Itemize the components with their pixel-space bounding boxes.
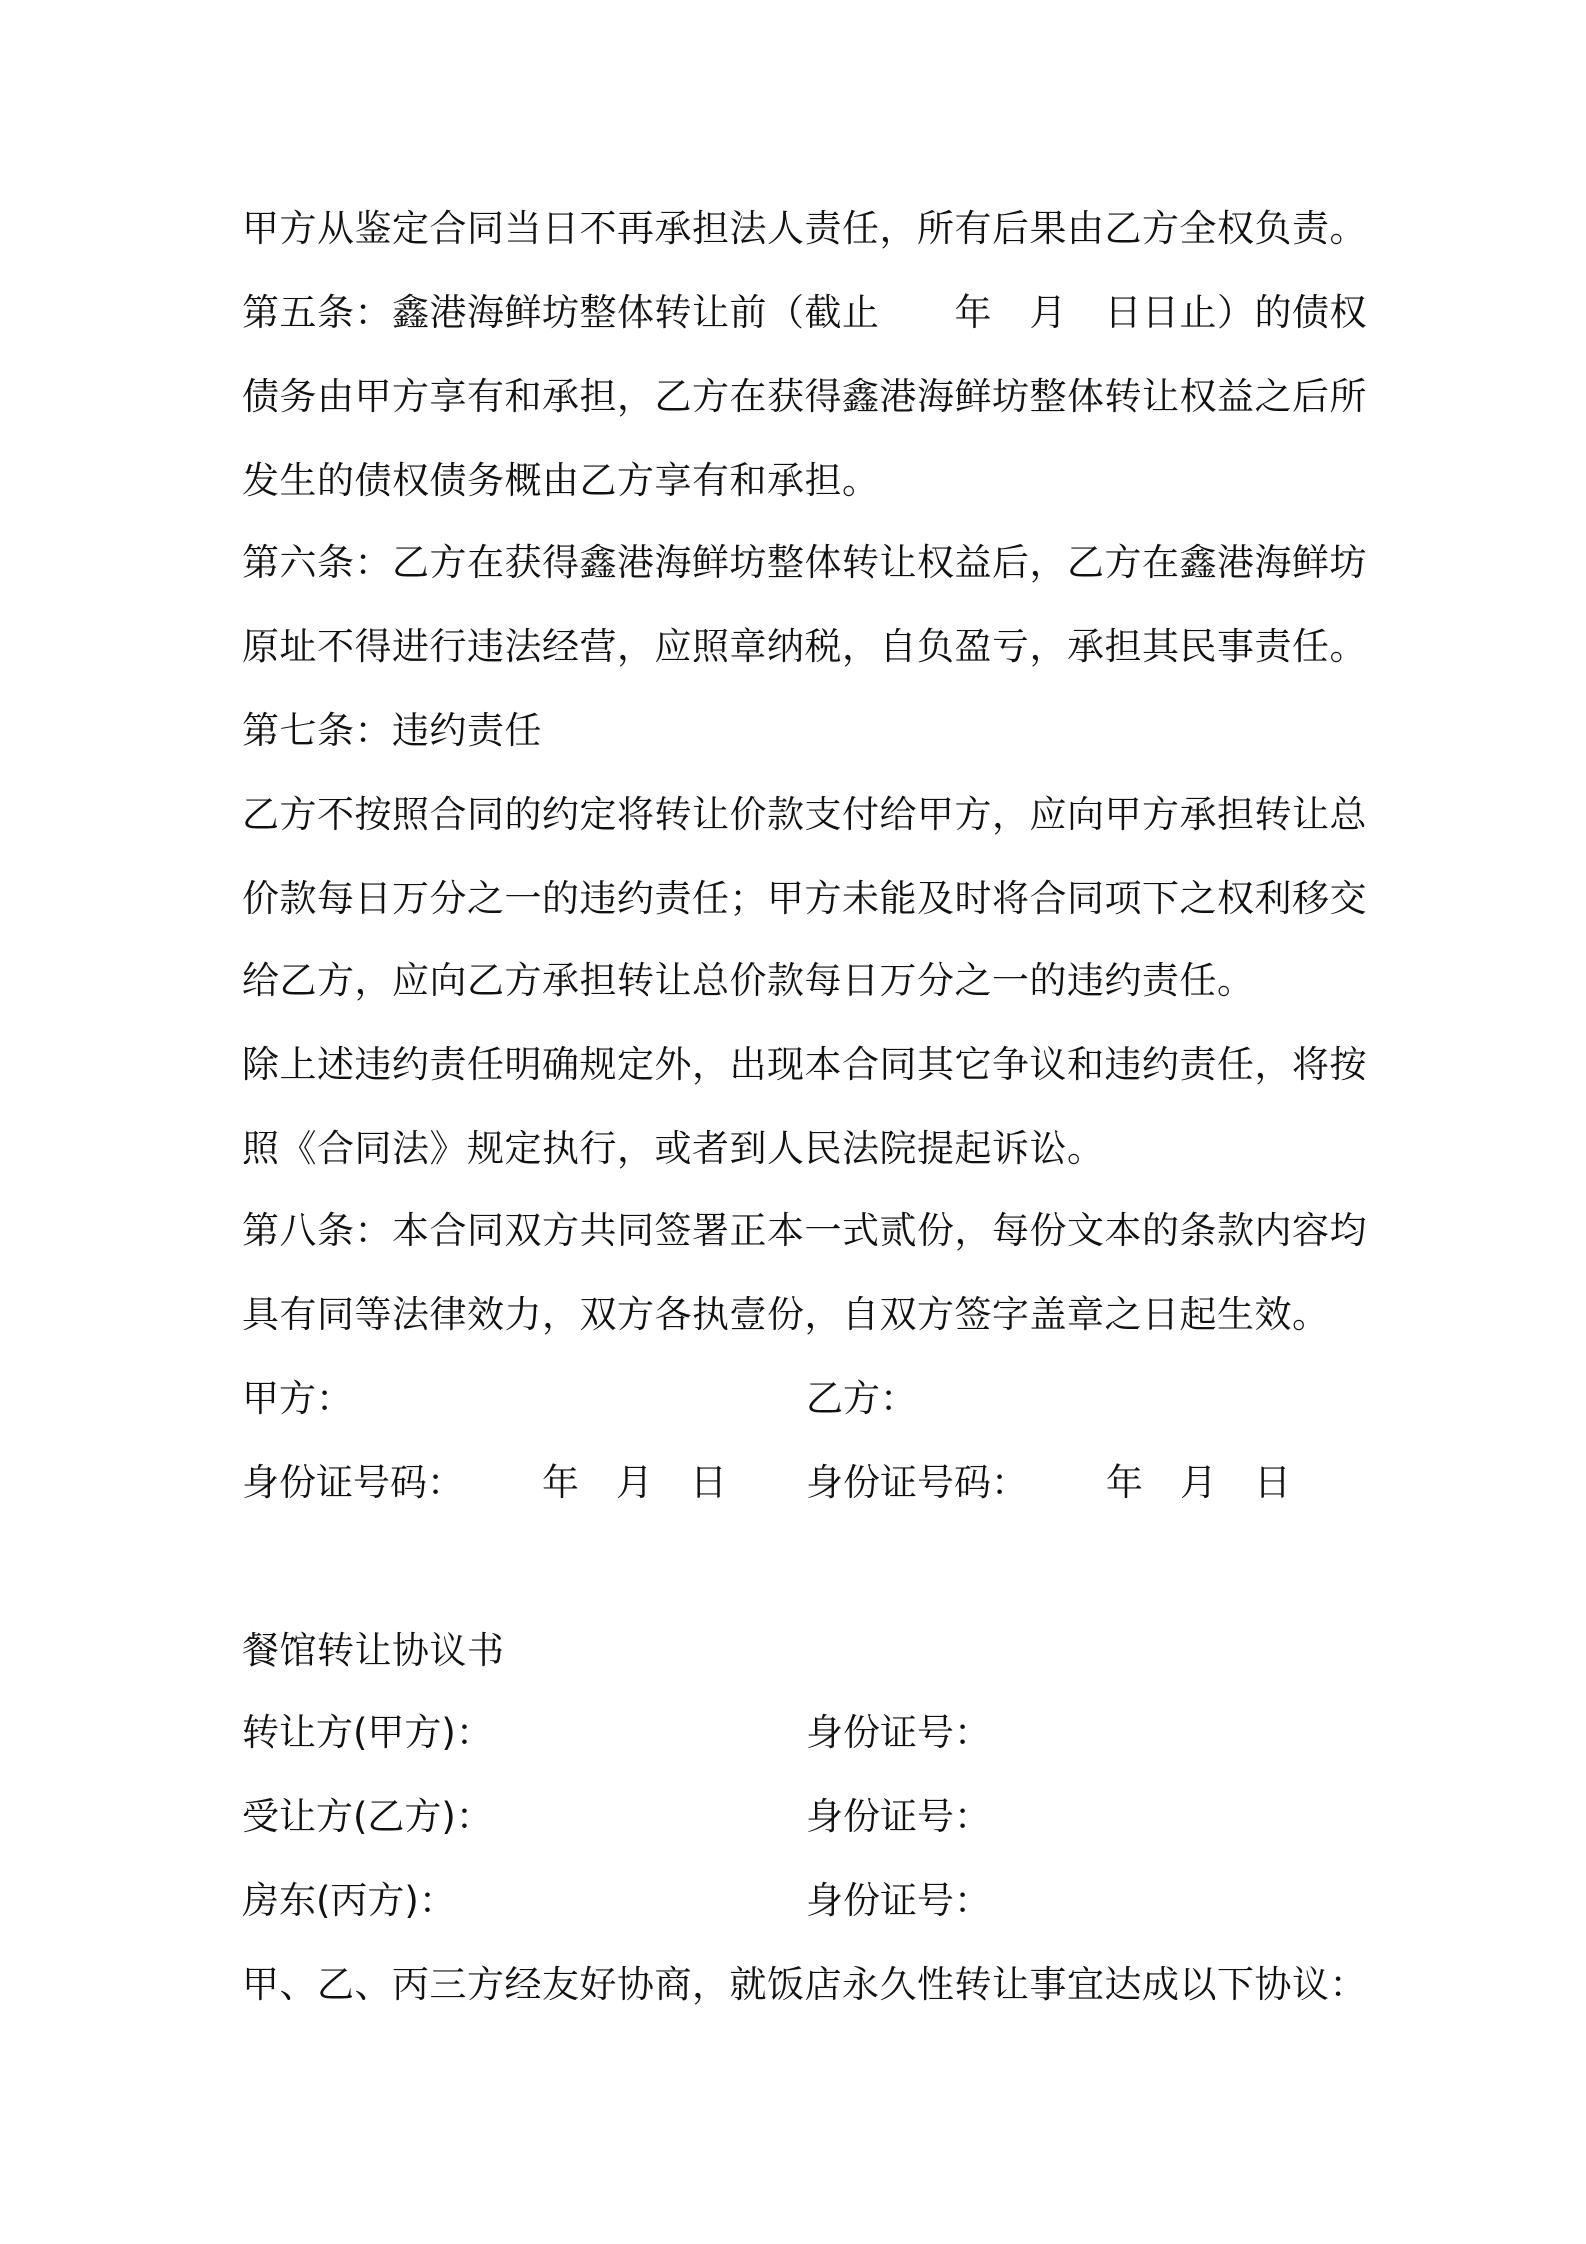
paragraph-line: 乙方不按照合同的约定将转让价款支付给甲方，应向甲方承担转让总 <box>242 793 1367 836</box>
paragraph-line: 第六条：乙方在获得鑫港海鲜坊整体转让权益后，乙方在鑫港海鲜坊 <box>242 541 1367 584</box>
party-a-label: 甲方： <box>242 1377 353 1420</box>
id-number-label-b: 身份证号码： <box>806 1461 1028 1504</box>
transferee-id-label: 身份证号： <box>806 1795 991 1838</box>
paragraph-line: 发生的债权债务概由乙方享有和承担。 <box>242 459 880 502</box>
signing-date-b: 年 月 日 <box>1106 1461 1291 1504</box>
paragraph-line: 债务由甲方享有和承担，乙方在获得鑫港海鲜坊整体转让权益之后所 <box>242 375 1367 418</box>
transferor-id-label: 身份证号： <box>806 1711 991 1754</box>
agreement-title: 餐馆转让协议书 <box>242 1629 505 1672</box>
paragraph-line: 原址不得进行违法经营，应照章纳税，自负盈亏，承担其民事责任。 <box>242 625 1367 668</box>
paragraph-line: 价款每日万分之一的违约责任；甲方未能及时将合同项下之权利移交 <box>242 877 1367 920</box>
paragraph-line: 第八条：本合同双方共同签署正本一式贰份，每份文本的条款内容均 <box>242 1209 1367 1252</box>
paragraph-line: 除上述违约责任明确规定外，出现本合同其它争议和违约责任，将按 <box>242 1043 1367 1086</box>
transferor-label: 转让方(甲方)： <box>242 1711 493 1754</box>
paragraph-line: 照《合同法》规定执行，或者到人民法院提起诉讼。 <box>242 1127 1105 1170</box>
signing-date-a: 年 月 日 <box>542 1461 727 1504</box>
party-b-label: 乙方： <box>806 1377 917 1420</box>
paragraph-line: 给乙方，应向乙方承担转让总价款每日万分之一的违约责任。 <box>242 959 1255 1002</box>
transferee-label: 受让方(乙方)： <box>242 1795 493 1838</box>
agreement-intro: 甲、乙、丙三方经友好协商，就饭店永久性转让事宜达成以下协议： <box>242 1963 1367 2006</box>
landlord-id-label: 身份证号： <box>806 1879 991 1922</box>
paragraph-line: 甲方从鉴定合同当日不再承担法人责任，所有后果由乙方全权负责。 <box>242 207 1367 250</box>
paragraph-line: 具有同等法律效力，双方各执壹份，自双方签字盖章之日起生效。 <box>242 1293 1330 1336</box>
paragraph-line: 第五条：鑫港海鲜坊整体转让前（截止 年 月 日日止）的债权 <box>242 291 1367 334</box>
paragraph-line: 第七条：违约责任 <box>242 709 542 752</box>
landlord-label: 房东(丙方)： <box>242 1879 456 1922</box>
id-number-label-a: 身份证号码： <box>242 1461 464 1504</box>
